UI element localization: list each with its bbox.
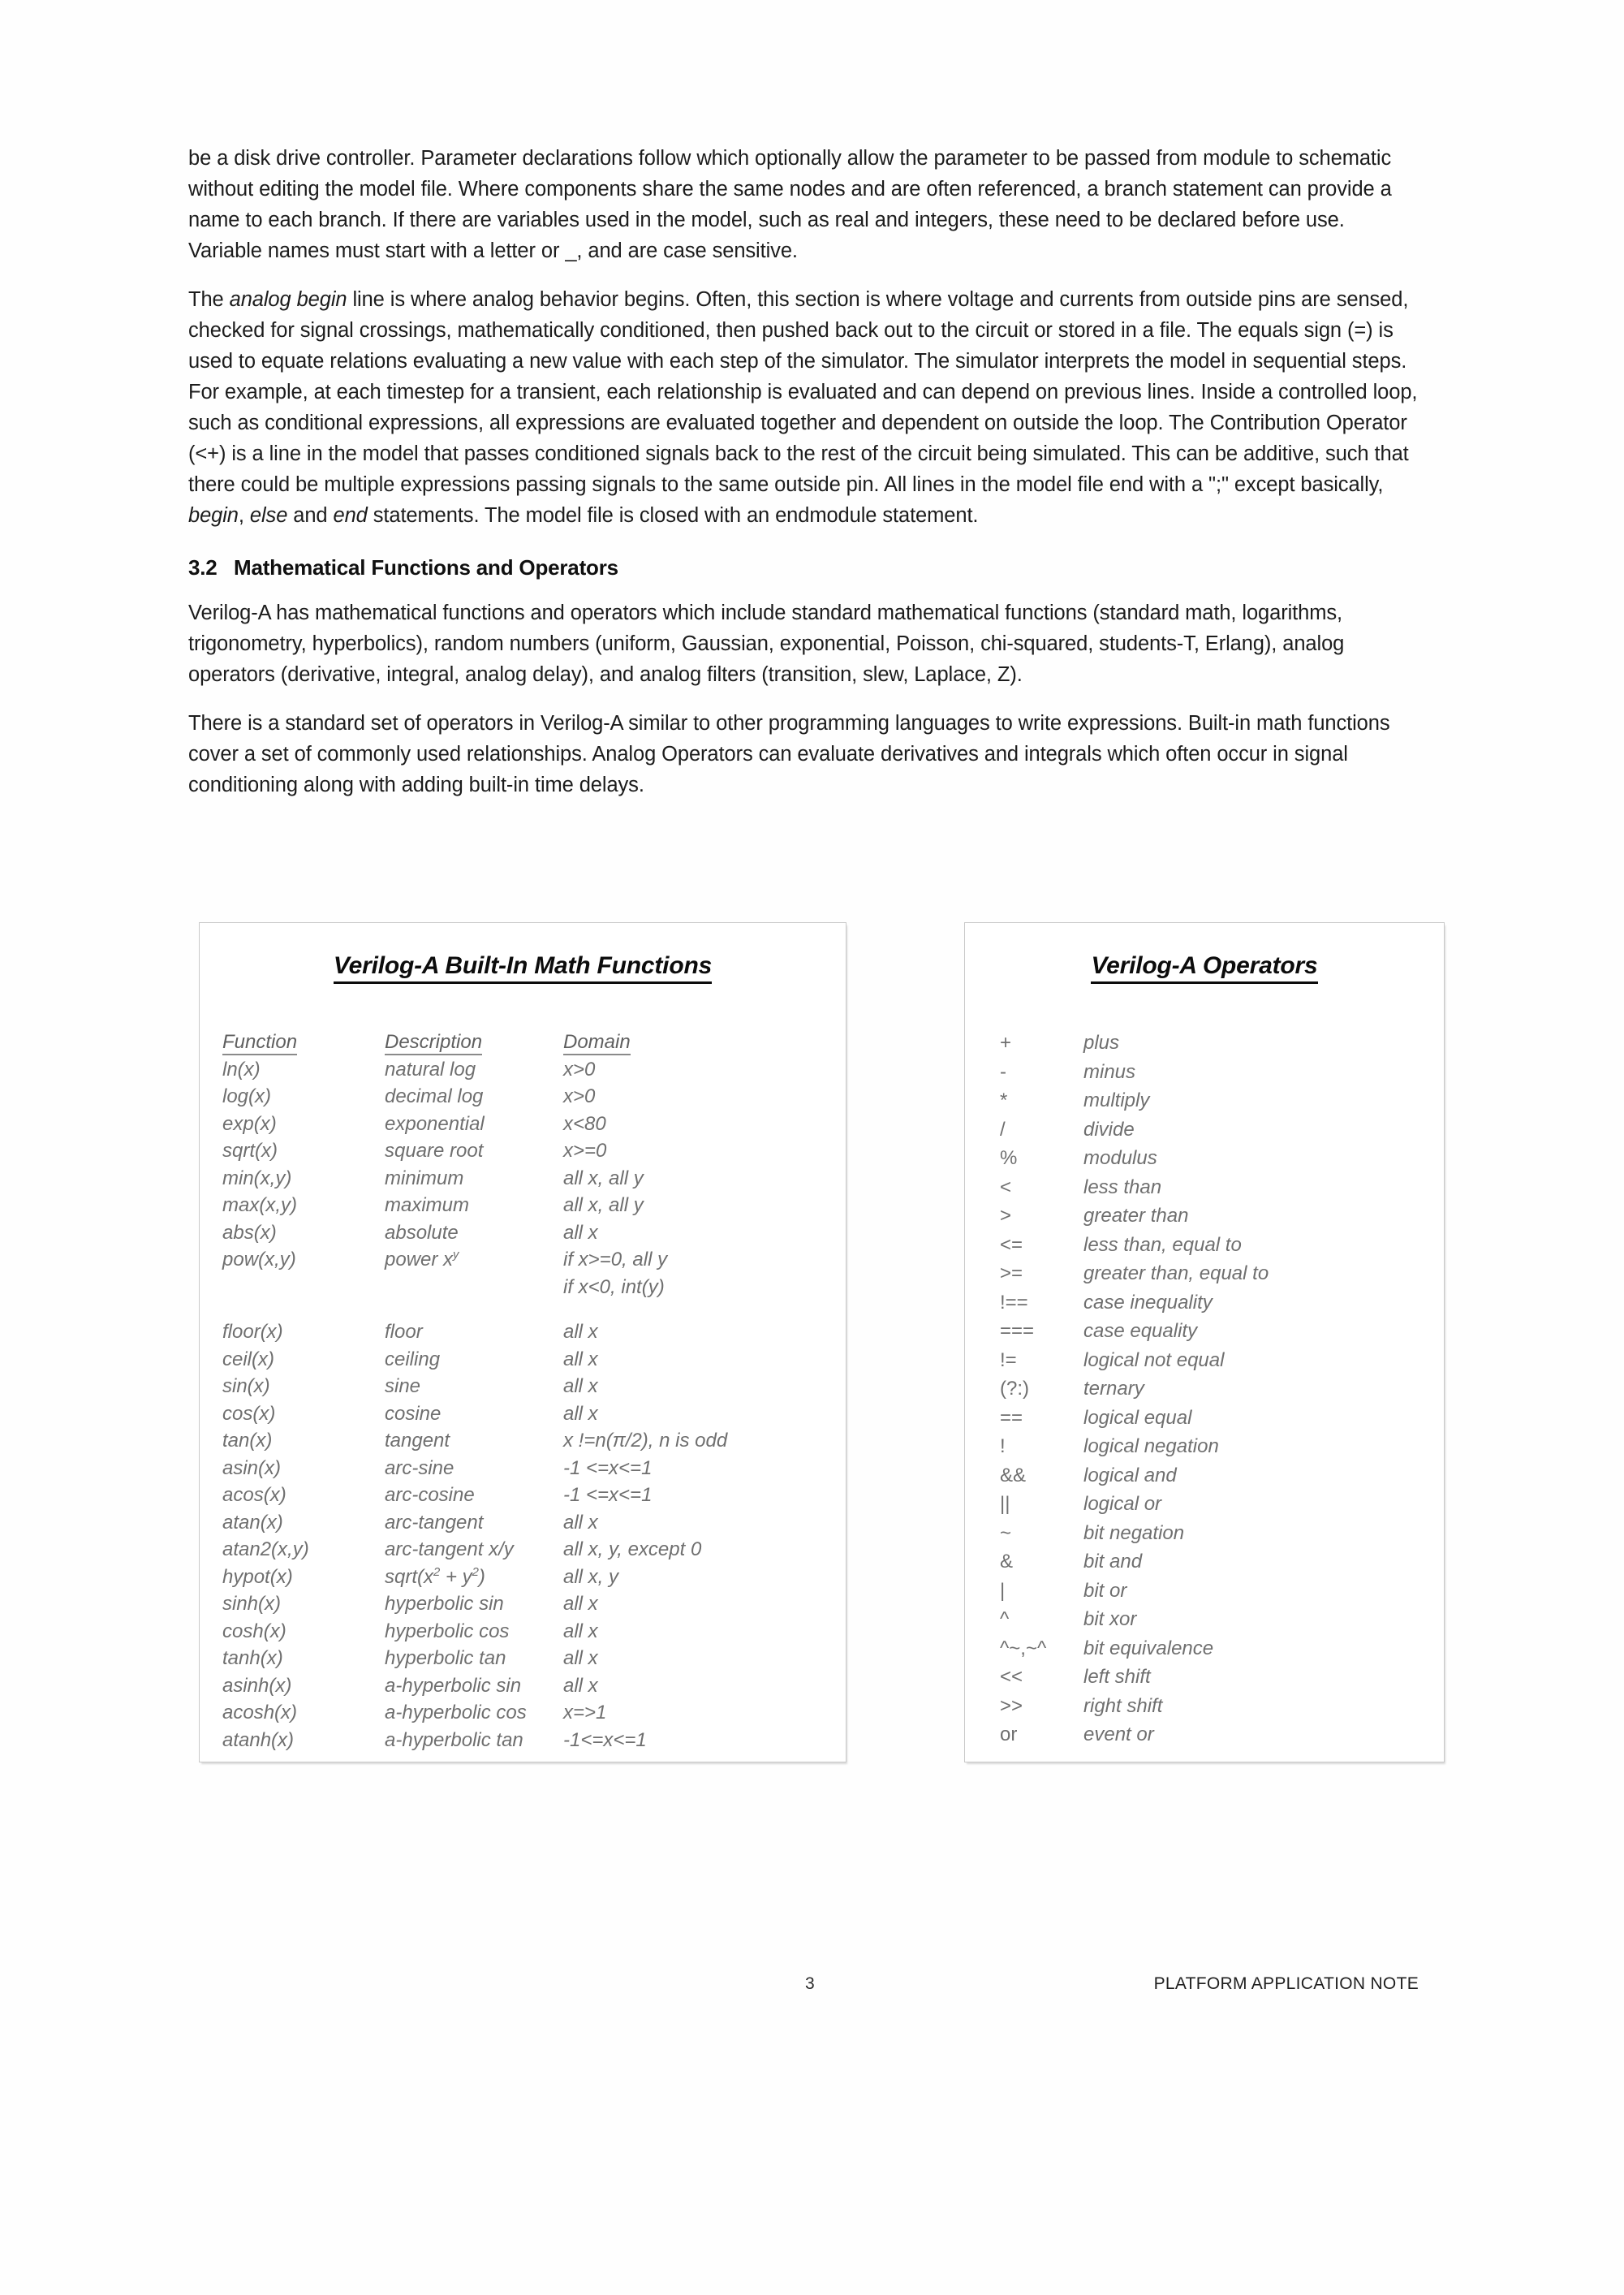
function-description-cell: hyperbolic sin bbox=[385, 1593, 504, 1615]
table-row bbox=[999, 1461, 1425, 1490]
function-description-cell: arc-cosine bbox=[385, 1484, 475, 1506]
spacer-cell bbox=[385, 1301, 563, 1318]
function-name-cell: min(x,y) bbox=[222, 1167, 292, 1189]
par2-pre: The bbox=[188, 288, 230, 311]
table-row bbox=[999, 1144, 1425, 1173]
function-domain-cell: all x bbox=[563, 1593, 598, 1615]
function-name-cell: hypot(x) bbox=[222, 1565, 293, 1588]
function-domain-cell: all x bbox=[563, 1221, 598, 1244]
table-row bbox=[999, 1029, 1425, 1058]
function-name-cell: sqrt(x) bbox=[222, 1140, 278, 1162]
function-description-cell: sine bbox=[385, 1375, 421, 1397]
function-description-cell: arc-tangent x/y bbox=[385, 1538, 514, 1560]
function-description-cell: a-hyperbolic cos bbox=[385, 1702, 527, 1723]
function-domain-cell: x>=0 bbox=[563, 1140, 607, 1162]
function-description-cell: arc-sine bbox=[385, 1456, 454, 1479]
function-name-cell: tan(x) bbox=[222, 1430, 273, 1452]
function-domain-cell: x !=n(π/2), n is odd bbox=[563, 1430, 728, 1452]
column-header-function: Function bbox=[219, 1029, 385, 1056]
table-row bbox=[219, 1274, 807, 1301]
operator-symbol-cell: * bbox=[1000, 1089, 1008, 1111]
table-row bbox=[999, 1692, 1425, 1721]
function-description-cell: ceiling bbox=[385, 1348, 441, 1370]
function-name-cell: tanh(x) bbox=[222, 1647, 283, 1669]
par2-end: statements. The model file is closed with an endmodule statement. bbox=[367, 504, 979, 527]
function-domain-cell: all x, y bbox=[563, 1565, 619, 1588]
table-row bbox=[219, 1590, 807, 1618]
function-description-cell: square root bbox=[385, 1140, 484, 1162]
table-row bbox=[219, 1056, 807, 1084]
operator-symbol-cell: >= bbox=[1000, 1262, 1023, 1284]
table-row bbox=[219, 1509, 807, 1537]
operator-symbol-cell: < bbox=[1000, 1176, 1012, 1198]
term-end: end bbox=[333, 504, 368, 527]
function-domain-cell: all x, all y bbox=[563, 1194, 644, 1216]
operator-symbol-cell: ^~,~^ bbox=[1000, 1637, 1047, 1659]
function-description-cell: minimum bbox=[385, 1167, 464, 1189]
function-description-cell: natural log bbox=[385, 1058, 476, 1081]
function-name-cell: sinh(x) bbox=[222, 1593, 282, 1615]
operator-description-cell: case inequality bbox=[1083, 1291, 1213, 1314]
paragraph-intro: be a disk drive controller. Parameter declarations follow which optionally allow the parameter to be passed from module to schematic without editing the model file. Where components share the same nodes and are often referenced, a branch statement can provide a name to each branch. If there are variables used in the model, such as real and integers, these need to be declared before use. Variable names must start with a letter or _, and are case sensitive. bbox=[188, 147, 1392, 262]
function-domain-cell: x>0 bbox=[563, 1085, 596, 1107]
table-row bbox=[219, 1246, 807, 1274]
operator-symbol-cell: (?:) bbox=[1000, 1378, 1029, 1400]
table-row bbox=[219, 1482, 807, 1509]
table-row bbox=[219, 1137, 807, 1165]
operator-description-cell: bit equivalence bbox=[1083, 1637, 1214, 1659]
function-name-cell: sin(x) bbox=[222, 1375, 270, 1397]
function-domain-cell: all x bbox=[563, 1348, 598, 1370]
operator-description-cell: right shift bbox=[1083, 1694, 1163, 1717]
operators-box bbox=[964, 922, 1445, 1762]
function-domain-cell: all x bbox=[563, 1402, 598, 1425]
operator-description-cell: less than, equal to bbox=[1083, 1233, 1242, 1256]
operators-table bbox=[999, 1029, 1425, 1749]
function-name-cell: ln(x) bbox=[222, 1058, 261, 1081]
operator-symbol-cell: / bbox=[1000, 1118, 1006, 1141]
operator-symbol-cell: & bbox=[1000, 1551, 1014, 1572]
table-row bbox=[219, 1427, 807, 1455]
operator-symbol-cell: == bbox=[1000, 1406, 1023, 1429]
function-name-cell: atan2(x,y) bbox=[222, 1538, 309, 1560]
table-row bbox=[219, 1400, 807, 1428]
body-content bbox=[188, 143, 1419, 818]
operator-description-cell: divide bbox=[1083, 1118, 1135, 1141]
operator-description-cell: logical and bbox=[1083, 1464, 1177, 1486]
table-row bbox=[219, 1618, 807, 1646]
operator-symbol-cell: !== bbox=[1000, 1291, 1028, 1314]
spacer-cell bbox=[219, 1301, 385, 1318]
spacer-cell bbox=[563, 1301, 807, 1318]
table-row bbox=[219, 1536, 807, 1564]
table-row bbox=[999, 1201, 1425, 1231]
table-row bbox=[219, 1219, 807, 1247]
operator-description-cell: plus bbox=[1083, 1032, 1120, 1054]
function-name-cell: acosh(x) bbox=[222, 1702, 298, 1723]
table-row bbox=[219, 1727, 807, 1754]
table-row bbox=[999, 1317, 1425, 1346]
par2-mid3: and bbox=[287, 504, 334, 527]
operator-symbol-cell: % bbox=[1000, 1147, 1018, 1169]
paragraph-math-overview: Verilog-A has mathematical functions and operators which include standard mathematical functions (standard math, logarithms, trigonometry, hyperbolics), random numbers (uniform, Gaussian, exponential, Poisson, chi-squared, students-T, Erlang), analog operators (derivative, integral, analog delay), and analog filters (transition, slew, Laplace, Z). bbox=[188, 602, 1345, 686]
function-name-cell: cos(x) bbox=[222, 1402, 276, 1425]
table-row bbox=[219, 1346, 807, 1374]
table-row bbox=[219, 1373, 807, 1400]
function-domain-cell: if x<0, int(y) bbox=[563, 1275, 665, 1298]
table-row bbox=[219, 1564, 807, 1591]
table-row bbox=[219, 1318, 807, 1346]
function-domain-cell: all x, y, except 0 bbox=[563, 1538, 702, 1560]
table-row bbox=[999, 1115, 1425, 1145]
table-row bbox=[999, 1547, 1425, 1577]
operator-description-cell: logical negation bbox=[1083, 1435, 1219, 1457]
table-row bbox=[999, 1634, 1425, 1663]
table-row bbox=[999, 1720, 1425, 1749]
table-row bbox=[219, 1165, 807, 1193]
table-row bbox=[999, 1490, 1425, 1519]
table-row bbox=[999, 1288, 1425, 1318]
operator-description-cell: bit xor bbox=[1083, 1608, 1137, 1630]
operator-description-cell: ternary bbox=[1083, 1378, 1144, 1400]
footer-doc-label: PLATFORM APPLICATION NOTE bbox=[1153, 1974, 1419, 1993]
table-row bbox=[219, 1699, 807, 1727]
function-name-cell: asin(x) bbox=[222, 1456, 282, 1479]
function-domain-cell: if x>=0, all y bbox=[563, 1249, 668, 1270]
function-name-cell bbox=[219, 1274, 385, 1301]
table-row bbox=[219, 1645, 807, 1672]
function-name-cell: floor(x) bbox=[222, 1321, 283, 1343]
figure-tables bbox=[0, 916, 1624, 1776]
function-domain-cell: all x bbox=[563, 1321, 598, 1343]
operator-symbol-cell: && bbox=[1000, 1464, 1027, 1486]
function-name-cell: abs(x) bbox=[222, 1221, 277, 1244]
function-domain-cell: all x bbox=[563, 1511, 598, 1534]
operator-description-cell: modulus bbox=[1083, 1147, 1157, 1169]
function-domain-cell: all x, all y bbox=[563, 1167, 644, 1189]
operator-symbol-cell: | bbox=[1000, 1579, 1006, 1602]
table-row bbox=[219, 1672, 807, 1700]
table-spacer-row bbox=[219, 1301, 807, 1318]
function-description-cell: a-hyperbolic tan bbox=[385, 1728, 523, 1751]
function-description-cell: power $x^y$ bbox=[385, 1249, 459, 1270]
operator-symbol-cell: << bbox=[1000, 1666, 1023, 1688]
function-description-cell: $sqrt(x^2 + y^2)$ bbox=[385, 1565, 485, 1588]
operator-description-cell: bit and bbox=[1083, 1551, 1143, 1572]
math-functions-header-row bbox=[219, 1029, 807, 1056]
term-else: else bbox=[249, 504, 288, 527]
operator-symbol-cell: ~ bbox=[1000, 1521, 1012, 1544]
operator-description-cell: greater than bbox=[1083, 1205, 1189, 1227]
function-domain-cell: x>0 bbox=[563, 1058, 596, 1081]
function-domain-cell: x=>1 bbox=[563, 1702, 607, 1723]
function-domain-cell: -1<=x<=1 bbox=[563, 1728, 647, 1751]
table-row bbox=[999, 1231, 1425, 1260]
function-description-cell: hyperbolic tan bbox=[385, 1647, 506, 1669]
table-row bbox=[999, 1374, 1425, 1404]
operator-symbol-cell: > bbox=[1000, 1205, 1012, 1227]
operator-description-cell: minus bbox=[1083, 1060, 1136, 1083]
table-row bbox=[999, 1404, 1425, 1433]
function-name-cell: ceil(x) bbox=[222, 1348, 274, 1370]
table-row bbox=[219, 1083, 807, 1111]
table-row bbox=[999, 1663, 1425, 1692]
function-description-cell: tangent bbox=[385, 1430, 450, 1452]
page-footer bbox=[188, 1974, 1419, 2007]
operator-description-cell: case equality bbox=[1083, 1320, 1198, 1342]
operator-description-cell: logical or bbox=[1083, 1493, 1162, 1515]
function-description-cell: maximum bbox=[385, 1194, 470, 1216]
operator-symbol-cell: ! bbox=[1000, 1435, 1006, 1457]
function-description-cell: cosine bbox=[385, 1402, 442, 1425]
function-name-cell: log(x) bbox=[222, 1085, 272, 1107]
function-name-cell: acos(x) bbox=[222, 1484, 286, 1506]
operator-description-cell: event or bbox=[1083, 1723, 1154, 1745]
function-name-cell: max(x,y) bbox=[222, 1194, 297, 1216]
function-description-cell: hyperbolic cos bbox=[385, 1620, 510, 1642]
function-name-cell: asinh(x) bbox=[222, 1674, 292, 1697]
operator-description-cell: bit negation bbox=[1083, 1521, 1185, 1544]
operator-description-cell: multiply bbox=[1083, 1089, 1150, 1111]
function-description-cell: decimal log bbox=[385, 1085, 484, 1107]
function-domain-cell: -1 <=x<=1 bbox=[563, 1456, 653, 1479]
operators-title: Verilog-A Operators bbox=[965, 952, 1444, 980]
paragraph-analog-begin bbox=[188, 284, 1419, 531]
par2-mid: line is where analog behavior begins. Often, this section is where voltage and currents from outside pins are sensed, checked for signal crossings, mathematically conditioned, then pushed back out to the circuit or stored in a file. The equals sign (=) is used to equate relations evaluating a new value with each step of the simulator. The simulator interprets the model in sequential steps. For example, at each timestep for a transient, each relationship is evaluated and can depend on previous lines. Inside a controlled loop, such as conditional expressions, all expressions are evaluated together and dependent on outside the loop. The Contribution Operator (<+) is a line in the model that passes conditioned signals back to the rest of the circuit being simulated. This can be additive, such that there could be multiple expressions passing signals to the same outside pin. All lines in the model file end with a ";" except basically, bbox=[188, 288, 1418, 496]
operator-symbol-cell: <= bbox=[1000, 1233, 1023, 1256]
paragraph-operators-overview: There is a standard set of operators in Verilog-A similar to other programming languages to write expressions. Built-in math functions cover a set of commonly used relationships. Analog Operators can evaluate derivatives and integrals which often occur in signal conditioning along with adding built-in time delays. bbox=[188, 712, 1390, 796]
function-domain-cell: all x bbox=[563, 1620, 598, 1642]
table-row bbox=[999, 1058, 1425, 1087]
function-domain-cell: all x bbox=[563, 1647, 598, 1669]
table-row bbox=[219, 1111, 807, 1138]
function-domain-cell: all x bbox=[563, 1674, 598, 1697]
operator-symbol-cell: - bbox=[1000, 1060, 1006, 1083]
table-row bbox=[999, 1086, 1425, 1115]
section-heading-3-2 bbox=[188, 554, 1419, 581]
operator-symbol-cell: >> bbox=[1000, 1694, 1023, 1717]
operator-symbol-cell: ^ bbox=[1000, 1608, 1010, 1630]
operator-symbol-cell: + bbox=[1000, 1032, 1012, 1054]
operator-symbol-cell: != bbox=[1000, 1348, 1017, 1371]
operator-symbol-cell: or bbox=[1000, 1723, 1018, 1745]
function-description-cell: a-hyperbolic sin bbox=[385, 1674, 522, 1697]
table-row bbox=[999, 1346, 1425, 1375]
function-domain-cell: x<80 bbox=[563, 1112, 606, 1135]
page-number: 3 bbox=[805, 1974, 815, 1993]
math-functions-box bbox=[199, 922, 846, 1762]
operator-symbol-cell: === bbox=[1000, 1320, 1035, 1342]
section-number: 3.2 bbox=[188, 555, 218, 580]
function-description-cell: absolute bbox=[385, 1221, 459, 1244]
math-functions-table bbox=[219, 1029, 807, 1754]
function-name-cell: cosh(x) bbox=[222, 1620, 286, 1642]
table-row bbox=[219, 1192, 807, 1219]
operator-description-cell: less than bbox=[1083, 1176, 1162, 1198]
operator-description-cell: logical equal bbox=[1083, 1406, 1192, 1429]
term-begin: begin bbox=[188, 504, 239, 527]
function-description-cell: arc-tangent bbox=[385, 1511, 484, 1534]
table-row bbox=[999, 1173, 1425, 1202]
function-name-cell: pow(x,y) bbox=[222, 1249, 296, 1270]
table-row bbox=[999, 1259, 1425, 1288]
operator-description-cell: logical not equal bbox=[1083, 1348, 1225, 1371]
operator-description-cell: greater than, equal to bbox=[1083, 1262, 1269, 1284]
operator-description-cell: left shift bbox=[1083, 1666, 1151, 1688]
table-row bbox=[999, 1605, 1425, 1634]
section-title: Mathematical Functions and Operators bbox=[234, 555, 618, 580]
function-name-cell: atanh(x) bbox=[222, 1728, 295, 1751]
function-name-cell: exp(x) bbox=[222, 1112, 277, 1135]
function-description-cell: floor bbox=[385, 1321, 423, 1343]
function-description-cell: exponential bbox=[385, 1112, 485, 1135]
column-header-domain: Domain bbox=[563, 1029, 807, 1056]
operator-description-cell: bit or bbox=[1083, 1579, 1127, 1602]
term-analog-begin: analog begin bbox=[229, 288, 347, 311]
table-row bbox=[219, 1455, 807, 1482]
column-header-description: Description bbox=[385, 1029, 563, 1056]
function-name-cell: atan(x) bbox=[222, 1511, 283, 1534]
table-row bbox=[999, 1577, 1425, 1606]
operator-symbol-cell: || bbox=[1000, 1493, 1010, 1515]
function-domain-cell: -1 <=x<=1 bbox=[563, 1484, 653, 1506]
function-domain-cell: all x bbox=[563, 1375, 598, 1397]
function-description-cell bbox=[385, 1274, 563, 1301]
math-functions-title: Verilog-A Built-In Math Functions bbox=[200, 952, 846, 980]
par2-mid2: , bbox=[238, 504, 250, 527]
table-row bbox=[999, 1432, 1425, 1461]
table-row bbox=[999, 1519, 1425, 1548]
